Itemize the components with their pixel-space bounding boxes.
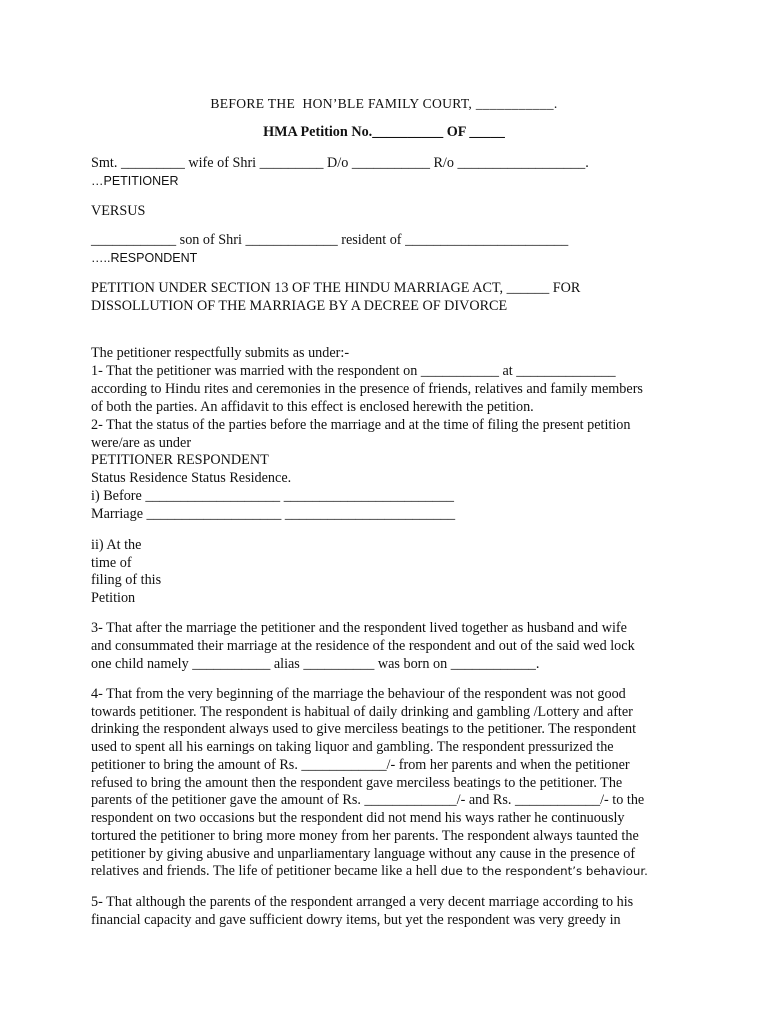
versus-label: VERSUS xyxy=(91,203,146,219)
intro-text: The petitioner respectfully submits as under:- xyxy=(91,345,350,361)
para2-line: were/are as under xyxy=(91,435,192,451)
petition-heading-line-1: PETITION UNDER SECTION 13 OF THE HINDU MARRIAGE ACT, ______ FOR xyxy=(91,280,581,296)
para4-line: refused to bring the amount then the respondent gave merciless beatings to the petitioner. The xyxy=(91,775,623,791)
para1-line: according to Hindu rites and ceremonies in the presence of friends, relatives and family members xyxy=(91,381,643,397)
para2-line: 2- That the status of the parties before the marriage and at the time of filing the present petition xyxy=(91,417,631,433)
para4-last-sans: due to the respondent’s behaviour. xyxy=(440,864,648,878)
respondent-line: ____________ son of Shri _____________ resident of _______________________ xyxy=(91,232,569,248)
para3-line: 3- That after the marriage the petitioner and the respondent lived together as husband and wife xyxy=(91,620,627,636)
para4-line: respondent on two occasions but the respondent did not mend his ways rather he continuously xyxy=(91,810,625,826)
table-row-at-time: ii) At the xyxy=(91,537,142,553)
petitioner-line: Smt. _________ wife of Shri _________ D/o ___________ R/o __________________. xyxy=(91,155,589,171)
para4-last-serif: relatives and friends. The life of petitioner became like a hell xyxy=(91,863,441,879)
para4-line: towards petitioner. The respondent is habitual of daily drinking and gambling /Lottery and after xyxy=(91,704,633,720)
para5-line: 5- That although the parents of the respondent arranged a very decent marriage according to his xyxy=(91,894,634,910)
table-row-at-time: Petition xyxy=(91,590,136,606)
petitioner-label: …PETITIONER xyxy=(91,174,179,188)
table-row-at-time: filing of this xyxy=(91,572,162,588)
para4-line: drinking the respondent always used to give merciless beatings to the petitioner. The respondent xyxy=(91,721,637,737)
para4-line: petitioner by giving abusive and unparliamentary language without any cause in the presence of xyxy=(91,846,636,862)
para1-line: 1- That the petitioner was married with the respondent on ___________ at ______________ xyxy=(91,363,616,379)
table-row-before: i) Before ___________________ ________________________ xyxy=(91,488,454,504)
table-row-marriage: Marriage ___________________ ________________________ xyxy=(91,506,456,522)
para4-last-line xyxy=(91,863,648,881)
para1-line: of both the parties. An affidavit to this effect is enclosed herewith the petition. xyxy=(91,399,534,415)
para5-line: financial capacity and gave sufficient dowry items, but yet the respondent was very greedy in xyxy=(91,912,621,928)
court-title: BEFORE THE HON’BLE FAMILY COURT, ___________. xyxy=(210,96,558,111)
petition-number: HMA Petition No.__________ OF _____ xyxy=(263,124,505,140)
para4-line: parents of the petitioner gave the amount of Rs. _____________/- and Rs. ____________/- to the xyxy=(91,792,645,808)
para4-line: petitioner to bring the amount of Rs. ____________/- from her parents and when the petitioner xyxy=(91,757,630,773)
table-header-columns: Status Residence Status Residence. xyxy=(91,470,292,486)
table-row-at-time: time of xyxy=(91,555,132,571)
para4-line: used to spent all his earnings on taking liquor and gambling. The respondent pressurized the xyxy=(91,739,614,755)
table-header-parties: PETITIONER RESPONDENT xyxy=(91,452,269,468)
para3-line: and consummated their marriage at the residence of the respondent and out of the said wed lock xyxy=(91,638,635,654)
para4-line: 4- That from the very beginning of the marriage the behaviour of the respondent was not good xyxy=(91,686,626,702)
para3-line: one child namely ___________ alias __________ was born on ____________. xyxy=(91,656,540,672)
respondent-label: …..RESPONDENT xyxy=(91,251,198,265)
petition-heading-line-2: DISSOLLUTION OF THE MARRIAGE BY A DECREE OF DIVORCE xyxy=(91,298,508,314)
para4-line: tortured the petitioner to bring more money from her parents. The respondent always taunted the xyxy=(91,828,639,844)
